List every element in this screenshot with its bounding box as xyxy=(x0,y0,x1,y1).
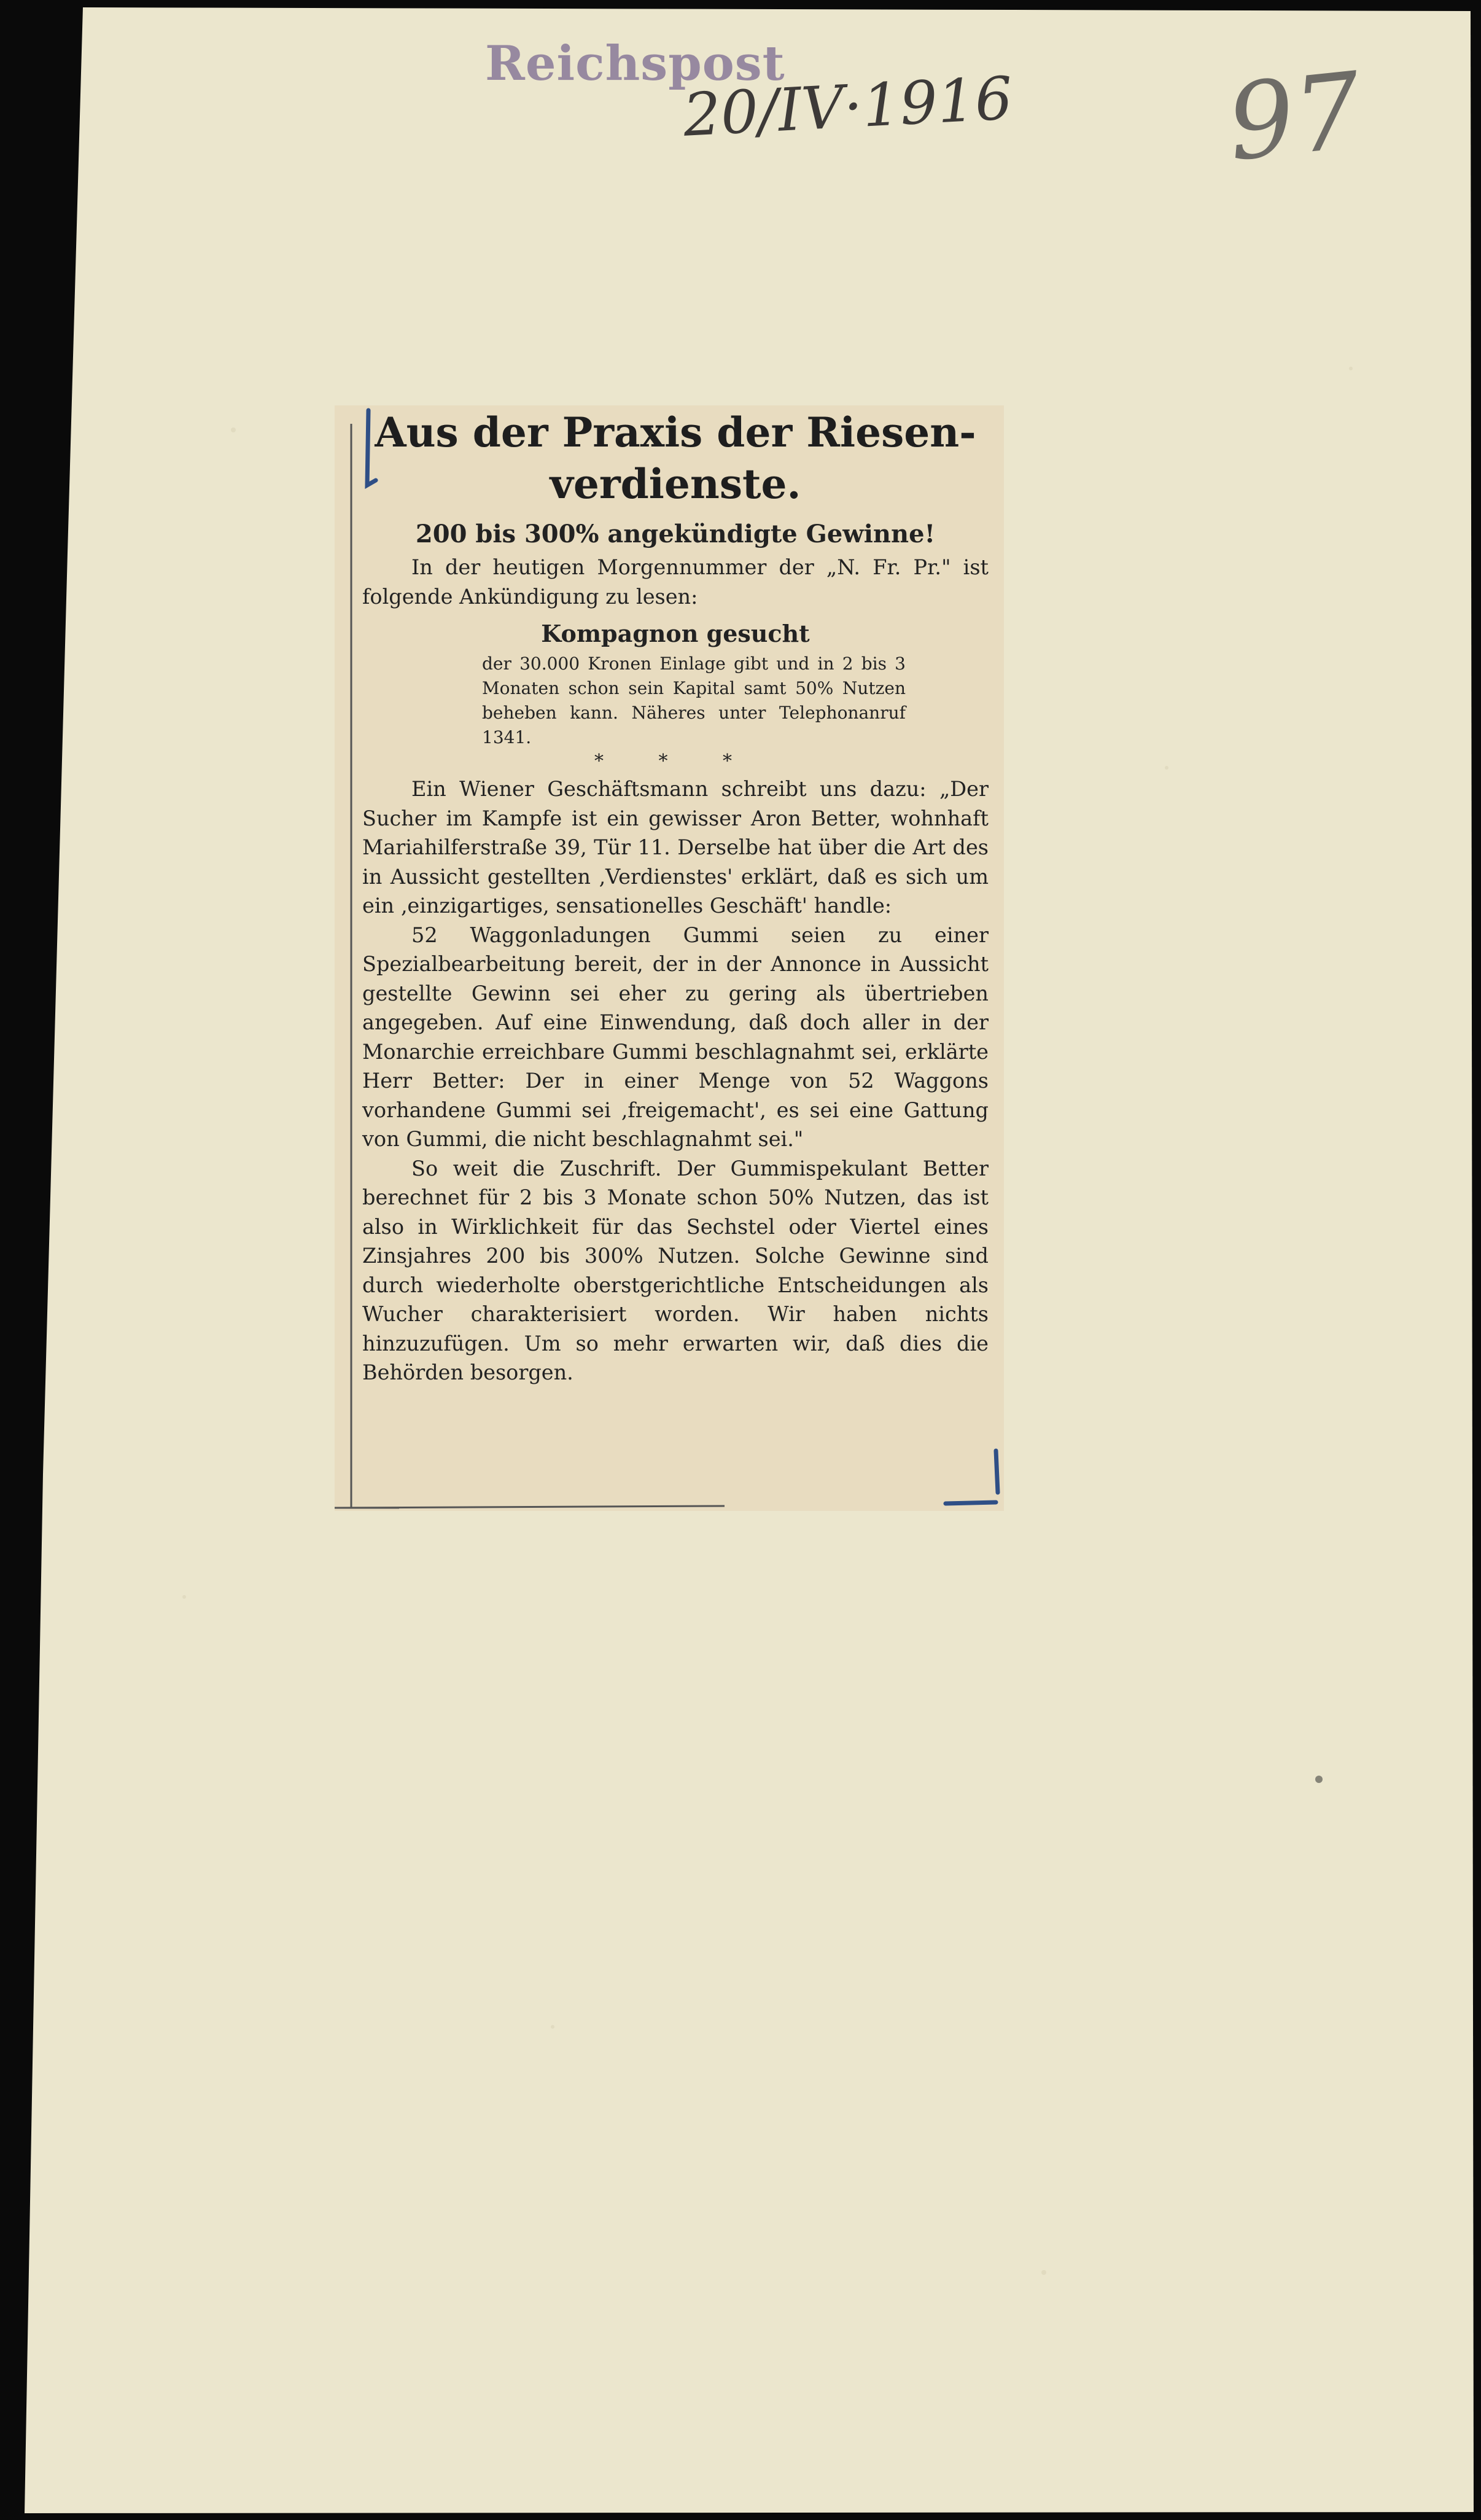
article-column xyxy=(335,405,1004,1387)
handwritten-page-number: 97 xyxy=(1222,50,1367,185)
article-paragraph-3: So weit die Zuschrift. Der Gummispekulant Better berechnet für 2 bis 3 Monate schon 50% Nutzen, das ist also in Wirklichkeit für das Sechstel oder Viertel eines Zinsjahres 200 bis 300% Nutzen. Solche Gewinne sind durch wiederholte oberstgerichtliche Entscheidungen als Wucher charakterisiert worden. Wir haben nichts hinzuzufügen. Um so mehr erwarten wir, daß dies die Behörden besorgen. xyxy=(362,1156,989,1384)
article-subheadline: 200 bis 300% angekündigte Gewinne! xyxy=(415,520,936,548)
ad-text: der 30.000 Kronen Einlage gibt und in 2 bis 3 Monaten schon sein Kapital samt 50% Nutzen beheben kann. Näheres unter Telephonanruf 1341. xyxy=(482,653,906,747)
article-paragraph-1: Ein Wiener Geschäftsmann schreibt uns dazu: „Der Sucher im Kampfe ist ein gewisser Aron Better, wohnhaft Mariahilferstraße 39, Tür 11. Derselbe hat über die Art des in Aussicht gestellten ‚Verdienstes' erklärt, daß es sich um ein ‚einzigartiges, sensationelles Geschäft' handle: xyxy=(362,777,989,918)
article-intro: In der heutigen Morgennummer der „N. Fr. Pr." ist folgende Ankündigung zu lesen: xyxy=(362,555,989,609)
newspaper-name-stamp: Reichspost xyxy=(485,36,785,92)
section-separator: * * * xyxy=(594,751,757,772)
handwritten-date: 20/IV·1916 xyxy=(682,63,1014,150)
article-body xyxy=(362,774,989,1387)
ad-title: Kompagnon gesucht xyxy=(541,620,810,647)
article-clipping xyxy=(335,405,1004,1511)
article-paragraph-2: 52 Waggonladungen Gummi seien zu einer Spezialbearbeitung bereit, der in der Annonce in Aussicht gestellte Gewinn sei eher zu gering als übertrieben angegeben. Auf eine Einwendung, daß doch aller in der Monarchie erreichbare Gummi beschlagnahmt sei, erklärte Herr Better: Der in einer Menge von 52 Waggons vorhandene Gummi sei ‚freigemacht', es sei eine Gattung von Gummi, die nicht beschlagnahmt sei." xyxy=(362,923,989,1151)
article-headline: Aus der Praxis der Riesen- verdienste. xyxy=(375,408,976,508)
